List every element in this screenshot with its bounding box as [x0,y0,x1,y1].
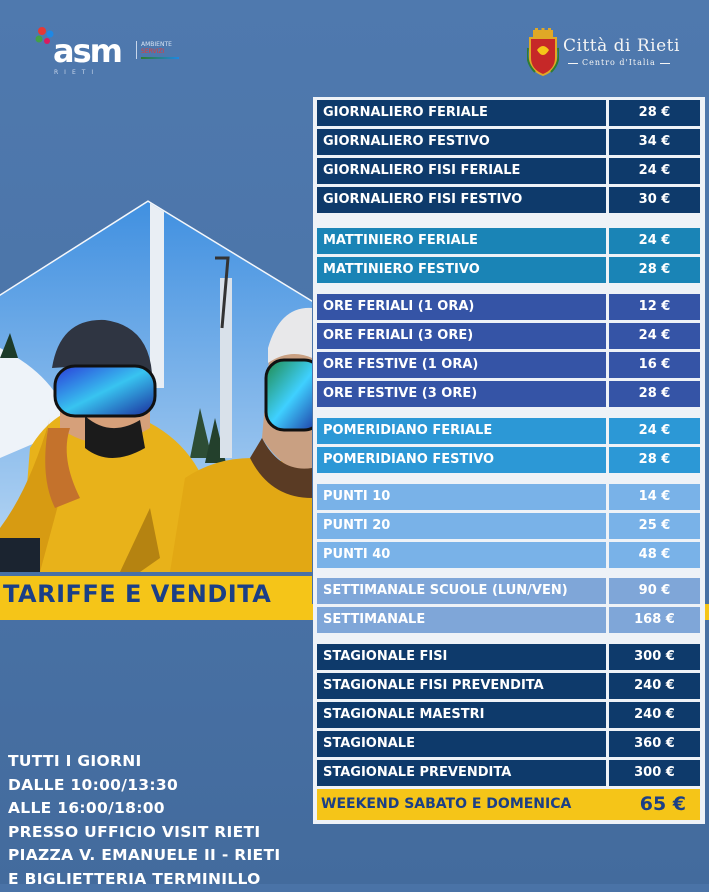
info-line: DALLE 10:00/13:30 [8,775,179,794]
weekend-price: 65 € [639,793,686,815]
asm-subtitle: RIETI [54,69,100,76]
ticket-price: 24 € [609,418,700,444]
price-row [317,158,700,184]
ticket-price: 300 € [609,644,700,670]
ticket-name: PUNTI 20 [317,513,606,539]
ticket-name: SETTIMANALE [317,607,606,633]
ticket-name: STAGIONALE PREVENDITA [317,760,606,786]
weekend-row [317,789,700,820]
ticket-price: 24 € [609,323,700,349]
info-line: TUTTI I GIORNI [8,752,142,770]
info-line: ALLE 16:00/18:00 [8,799,165,818]
price-row [317,702,700,728]
price-row [317,187,700,213]
ticket-price: 28 € [609,447,700,473]
rieti-crest-icon [527,28,559,78]
ticket-price: 240 € [609,702,700,728]
ticket-price: 14 € [609,484,700,510]
ticket-price: 16 € [609,352,700,378]
asm-tagline-bar [141,57,179,59]
price-row [317,129,700,155]
ticket-price: 24 € [609,228,700,254]
price-row [317,542,700,568]
weekend-label: WEEKEND SABATO E DOMENICA [321,796,572,812]
ticket-name: POMERIDIANO FESTIVO [317,447,606,473]
asm-wordmark: asm [53,32,121,70]
price-row [317,228,700,254]
rieti-logo [527,28,687,78]
rieti-title: Città di Rieti [563,36,680,56]
ticket-price: 34 € [609,129,700,155]
price-row [317,673,700,699]
price-row [317,352,700,378]
price-row [317,607,700,633]
ticket-name: POMERIDIANO FERIALE [317,418,606,444]
ticket-name: GIORNALIERO FISI FERIALE [317,158,606,184]
opening-info [8,750,308,892]
banner-title: TARIFFE E VENDITA [3,580,272,608]
ticket-name: STAGIONALE [317,731,606,757]
price-row [317,323,700,349]
price-row [317,447,700,473]
price-row [317,294,700,320]
price-row [317,381,700,407]
price-row [317,513,700,539]
skiers-photo [0,198,312,572]
ticket-name: ORE FESTIVE (3 ORE) [317,381,606,407]
price-row [317,578,700,604]
ticket-price: 30 € [609,187,700,213]
ticket-name: PUNTI 40 [317,542,606,568]
price-row [317,484,700,510]
price-row [317,100,700,126]
ticket-name: GIORNALIERO FERIALE [317,100,606,126]
info-line: PRESSO UFFICIO VISIT RIETI [8,822,261,841]
ticket-price: 24 € [609,158,700,184]
ticket-name: GIORNALIERO FISI FESTIVO [317,187,606,213]
ticket-price: 240 € [609,673,700,699]
price-row [317,644,700,670]
ticket-name: STAGIONALE MAESTRI [317,702,606,728]
info-line: PIAZZA V. EMANUELE II - RIETI [8,846,281,865]
price-row [317,418,700,444]
ticket-price: 360 € [609,731,700,757]
ticket-price: 300 € [609,760,700,786]
ticket-name: ORE FESTIVE (1 ORA) [317,352,606,378]
asm-tagline-line: SERVIZI [141,48,165,55]
price-row [317,760,700,786]
ticket-price: 28 € [609,100,700,126]
ticket-price: 48 € [609,542,700,568]
ticket-price: 25 € [609,513,700,539]
ticket-name: MATTINIERO FESTIVO [317,257,606,283]
ticket-name: SETTIMANALE SCUOLE (LUN/VEN) [317,578,606,604]
price-row [317,731,700,757]
ticket-price: 28 € [609,257,700,283]
asm-tagline [136,41,186,59]
ticket-price: 12 € [609,294,700,320]
price-row [317,257,700,283]
asm-logo [33,25,183,76]
ticket-price: 168 € [609,607,700,633]
ticket-price: 28 € [609,381,700,407]
ticket-name: MATTINIERO FERIALE [317,228,606,254]
ticket-name: PUNTI 10 [317,484,606,510]
ticket-name: STAGIONALE FISI PREVENDITA [317,673,606,699]
asm-tagline-line: AMBIENTE [141,41,172,48]
ticket-name: ORE FERIALI (3 ORE) [317,323,606,349]
ticket-price: 90 € [609,578,700,604]
ticket-name: STAGIONALE FISI [317,644,606,670]
ticket-name: ORE FERIALI (1 ORA) [317,294,606,320]
info-line: E BIGLIETTERIA TERMINILLO [8,869,261,888]
rieti-subtitle: Centro d'Italia [564,58,674,67]
ticket-name: GIORNALIERO FESTIVO [317,129,606,155]
